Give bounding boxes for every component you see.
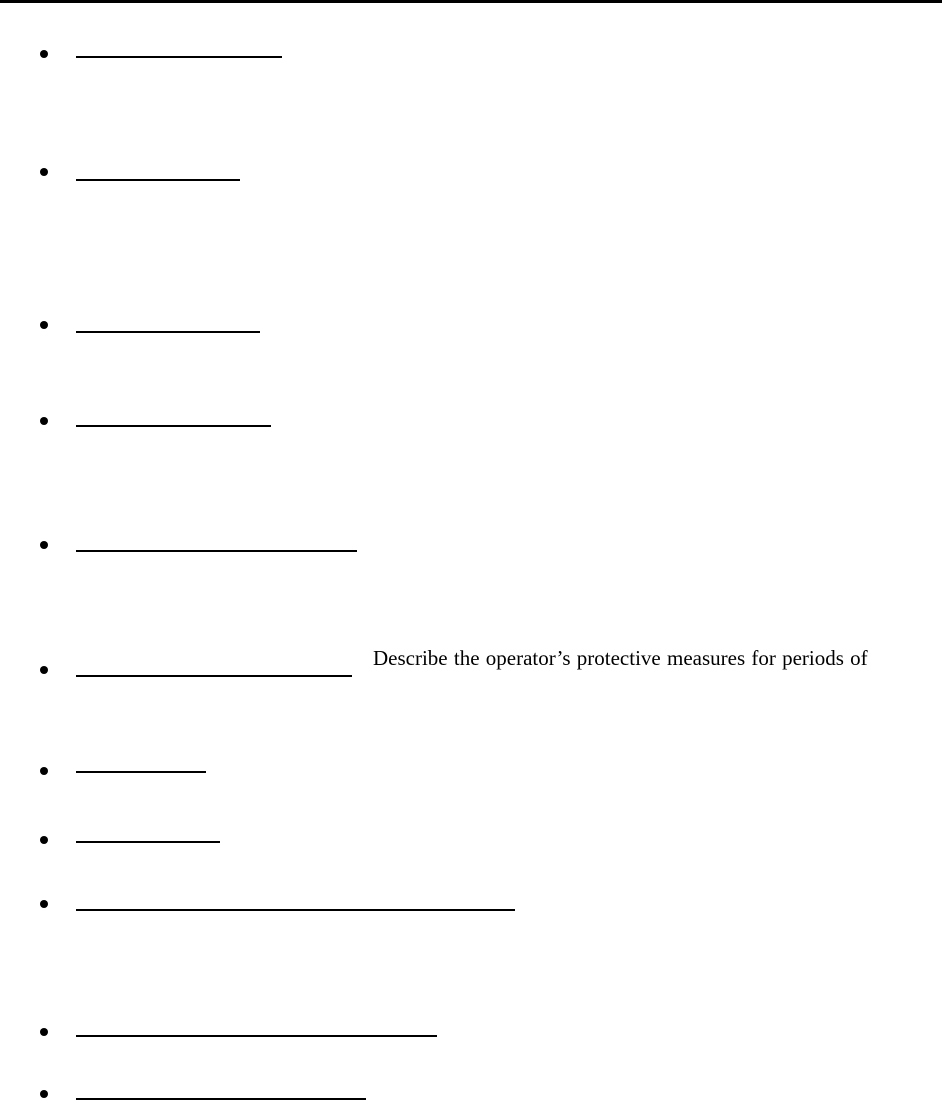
bullet-icon — [40, 50, 48, 58]
blank-line — [76, 771, 206, 773]
bullet-icon — [40, 1028, 48, 1036]
blank-line — [76, 675, 352, 677]
bullet-icon — [40, 321, 48, 329]
top-rule — [0, 0, 942, 3]
bullet-icon — [40, 417, 48, 425]
bullet-icon — [40, 1090, 48, 1098]
bullet-icon — [40, 168, 48, 176]
blank-line — [76, 179, 240, 181]
blank-line — [76, 909, 515, 911]
blank-line — [76, 841, 220, 843]
blank-line — [76, 56, 282, 58]
blank-line — [76, 425, 271, 427]
bullet-icon — [40, 900, 48, 908]
blank-line — [76, 1035, 437, 1037]
bullet-icon — [40, 541, 48, 549]
blank-line — [76, 1098, 366, 1100]
blank-line — [76, 550, 357, 552]
bullet-icon — [40, 666, 48, 674]
blank-line — [76, 331, 260, 333]
bullet-icon — [40, 767, 48, 775]
item-text: Describe the operator’s protective measures for periods of — [373, 646, 868, 670]
bullet-icon — [40, 836, 48, 844]
